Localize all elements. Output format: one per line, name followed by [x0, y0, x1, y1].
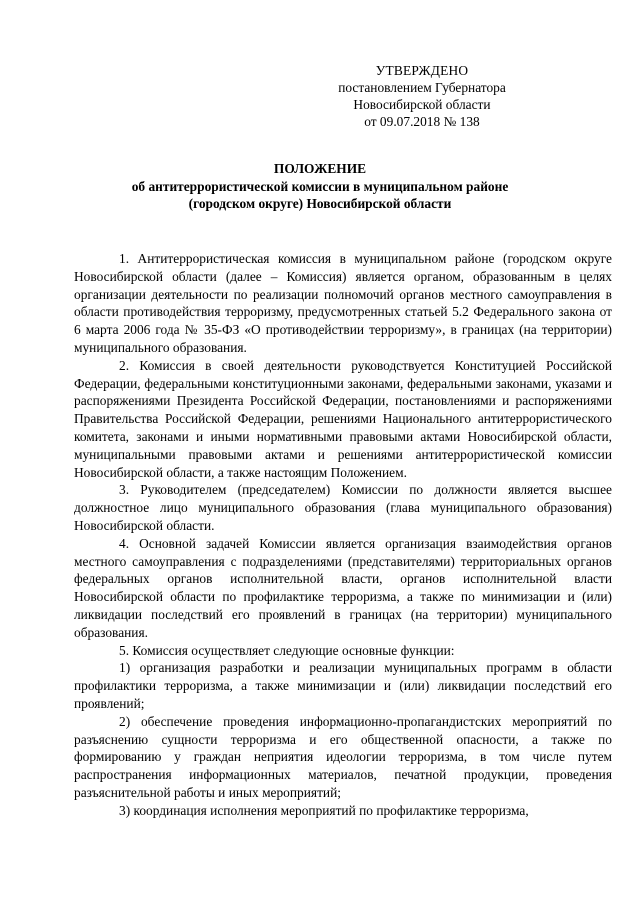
- function-item-2: 2) обеспечение проведения информационно-пропагандистских мероприятий по разъяснению сущности терроризма и его общественной опасности, а также по формированию у граждан неприятия идеологии терроризма, в том числе путем распространения информационных материалов, печатной продукции, проведения разъяснительной работы и иных мероприятий;: [74, 713, 612, 800]
- paragraph-4: 4. Основной задачей Комиссии является организация взаимодействия органов местного самоуправления с подразделениями (представителями) территориальных органов федеральных органов исполнительной власти, органов исполнительной власти Новосибирской области по профилактике терроризма, а также по минимизации и (или) ликвидации последствий его проявлений в границах (на территории) муниципального образования.: [74, 535, 612, 640]
- paragraph-2: 2. Комиссия в своей деятельности руководствуется Конституцией Российской Федерации, федеральными конституционными законами, федеральными законами, указами и распоряжениями Президента Российской Федерации, постановлениями и распоряжениями Правительства Российской Федерации, решениями Национального антитеррористического комитета, законами и иными нормативными правовыми актами Новосибирской области, муниципальными правовыми актами и решениями антитеррористической комиссии Новосибирской области, а также настоящим Положением.: [74, 357, 612, 480]
- paragraph-5: 5. Комиссия осуществляет следующие основные функции:: [119, 642, 455, 658]
- document-body: [74, 250, 612, 820]
- title-heading: ПОЛОЖЕНИЕ: [273, 161, 367, 176]
- paragraph-3: 3. Руководителем (председателем) Комиссии по должности является высшее должностное лицо муниципального образования (глава муниципального образования) Новосибирской области.: [74, 482, 612, 533]
- approval-date-number: от 09.07.2018 № 138: [364, 114, 480, 129]
- approval-authority: постановлением Губернатора: [338, 80, 506, 95]
- document-title: [0, 160, 640, 213]
- paragraph-1: 1. Антитеррористическая комиссия в муниципальном районе (городском округе Новосибирской области (далее – Комиссия) является органом, образованным в целях организации деятельности по реализации полномочий органов местного самоуправления в области противодействия терроризму, предусмотренных статьей 5.2 Федерального закона от 6 марта 2006 года № 35-ФЗ «О противодействии терроризму», в границах (на территории) муниципального образования.: [74, 251, 612, 355]
- function-item-1: 1) организация разработки и реализации муниципальных программ в области профилактики терроризма, а также минимизации и (или) ликвидации последствий его проявлений;: [74, 660, 612, 711]
- approval-heading: УТВЕРЖДЕНО: [375, 63, 469, 78]
- function-item-3: 3) координация исполнения мероприятий по профилактике терроризма,: [119, 802, 529, 818]
- title-subject-line1: об антитеррористической комиссии в муниципальном районе: [131, 178, 509, 194]
- approval-stamp: [292, 62, 552, 130]
- title-subject-line2: (городском округе) Новосибирской области: [188, 196, 452, 211]
- approval-region: Новосибирской области: [353, 97, 491, 112]
